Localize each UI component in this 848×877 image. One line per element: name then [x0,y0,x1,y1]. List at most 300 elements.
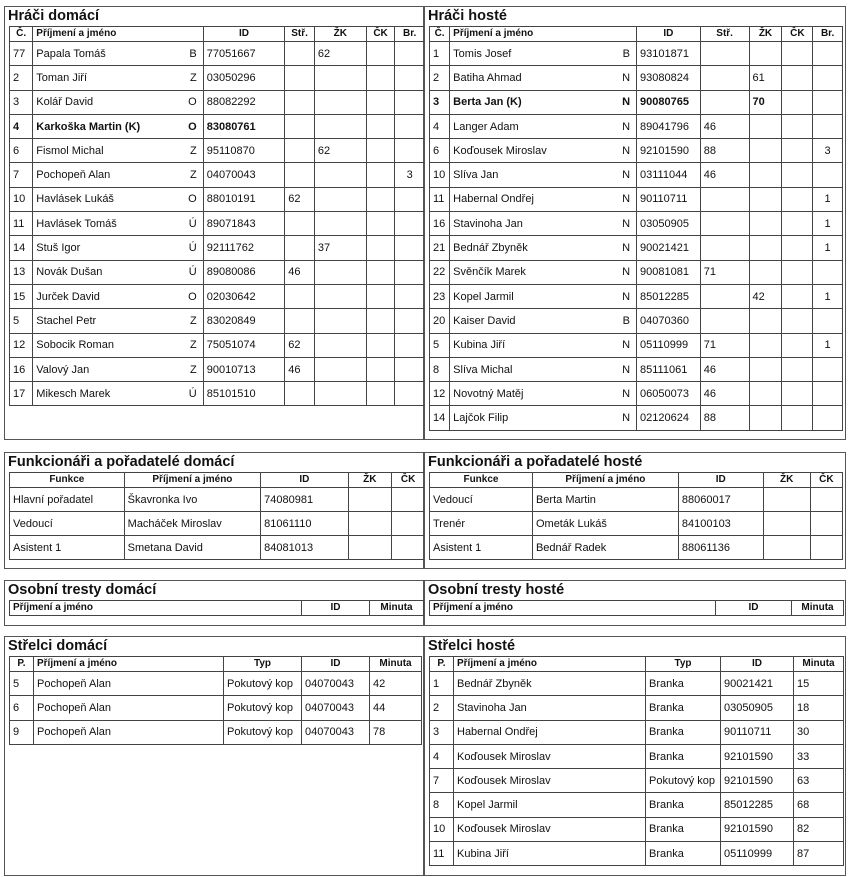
official-role: Asistent 1 [430,536,533,560]
col-red: ČK [810,473,842,488]
player-goals [285,236,315,260]
player-yellow-card [314,357,366,381]
player-name-text: Sobocik Roman [36,339,114,352]
scorer-name: Koďousek Miroslav [454,769,646,793]
official-red-card [392,488,425,512]
scorer-goal-type: Branka [646,720,721,744]
away-players-panel [424,6,846,440]
table-row [430,212,843,236]
player-name [33,236,203,260]
player-id: 88082292 [203,90,285,114]
player-goals [700,284,749,308]
scorer-goal-type: Branka [646,672,721,696]
player-id: 06050073 [637,382,701,406]
scorer-id: 04070043 [302,720,370,744]
player-number: 20 [430,309,450,333]
player-yellow-card: 37 [314,236,366,260]
col-red: ČK [392,473,425,488]
scorer-goal-type: Pokutový kop [224,696,302,720]
col-name: Příjmení a jméno [34,657,224,672]
player-name [33,66,203,90]
player-goals: 46 [700,163,749,187]
player-position: Z [189,363,197,376]
player-number: 15 [10,284,33,308]
player-number: 14 [10,236,33,260]
col-name: Příjmení a jméno [454,657,646,672]
player-goals [285,139,315,163]
player-position: Z [189,144,197,157]
scorer-minute: 18 [794,696,844,720]
player-name-text: Pochopeň Alan [36,169,111,182]
player-name [450,333,637,357]
player-red-card [782,212,813,236]
player-name [33,212,203,236]
scorer-order: 7 [430,769,454,793]
player-yellow-card: 61 [749,66,782,90]
player-position: Z [189,169,197,182]
player-name-text: Lajčok Filip [453,412,509,425]
scorer-name: Pochopeň Alan [34,720,224,744]
player-position: N [622,144,631,157]
table-row [430,720,844,744]
table-row [10,672,422,696]
player-red-card [782,357,813,381]
col-id: ID [203,27,285,42]
official-id: 84081013 [261,536,348,560]
player-name [33,284,203,308]
player-red-card [782,382,813,406]
scorer-goal-type: Branka [646,842,721,866]
player-name [33,357,203,381]
player-position: N [622,266,631,279]
player-position: N [622,96,631,109]
scorer-order: 8 [430,793,454,817]
player-name-text: Havlásek Tomáš [36,217,117,230]
player-position: O [188,96,197,109]
home-players-title: Hráči domácí [8,8,100,24]
player-goals [285,309,315,333]
player-red-card [782,42,813,66]
player-position: N [622,120,631,133]
home-scorers-title: Střelci domácí [8,638,108,654]
player-id: 90021421 [637,236,701,260]
col-id: ID [721,657,794,672]
away-scorers-header-row [430,657,844,672]
player-yellow-card [749,139,782,163]
player-yellow-card [749,114,782,138]
player-number: 5 [10,309,33,333]
official-role: Trenér [430,512,533,536]
player-name [450,139,637,163]
player-goalkeeper-goals [395,382,425,406]
player-name [33,90,203,114]
player-id: 89080086 [203,260,285,284]
player-name-text: Novotný Matěj [453,387,524,400]
player-red-card [366,90,395,114]
player-name-text: Mikesch Marek [36,387,111,400]
player-goals [285,284,315,308]
col-yellow: ŽK [348,473,392,488]
table-row [10,720,422,744]
player-position: B [622,314,631,327]
player-id: 92101590 [637,139,701,163]
player-number: 13 [10,260,33,284]
player-goalkeeper-goals [395,42,425,66]
table-row [10,536,425,560]
player-name [450,236,637,260]
player-id: 83080761 [203,114,285,138]
official-role: Hlavní pořadatel [10,488,125,512]
player-red-card [366,309,395,333]
player-id: 85111061 [637,357,701,381]
player-red-card [366,139,395,163]
col-minute: Minuta [792,601,844,616]
player-position: B [189,47,197,60]
scorer-goal-type: Pokutový kop [646,769,721,793]
player-yellow-card: 70 [749,90,782,114]
player-position: Ú [188,242,197,255]
player-goals: 88 [700,139,749,163]
scorer-id: 92101590 [721,817,794,841]
player-goalkeeper-goals: 3 [395,163,425,187]
official-id: 74080981 [261,488,348,512]
player-id: 88010191 [203,187,285,211]
table-row [430,163,843,187]
scorer-id: 90021421 [721,672,794,696]
player-number: 17 [10,382,33,406]
col-goals: Stř. [285,27,315,42]
scorer-order: 5 [10,672,34,696]
player-name-text: Koďousek Miroslav [453,144,547,157]
scorer-id: 05110999 [721,842,794,866]
scorer-minute: 33 [794,744,844,768]
player-goals [700,309,749,333]
table-row [10,114,425,138]
player-goals: 46 [285,260,315,284]
col-type: Typ [646,657,721,672]
player-id: 04070360 [637,309,701,333]
player-yellow-card [749,236,782,260]
player-number: 16 [10,357,33,381]
table-row [430,382,843,406]
home-penalties-header-row [10,601,424,616]
player-position: Z [189,314,197,327]
player-position: O [188,193,197,206]
player-name-text: Batiha Ahmad [453,71,522,84]
away-penalties-table [429,600,844,616]
player-name-text: Stachel Petr [36,314,97,327]
player-number: 5 [430,333,450,357]
player-yellow-card [749,309,782,333]
player-goalkeeper-goals: 1 [813,212,843,236]
player-number: 11 [430,187,450,211]
official-yellow-card [348,512,392,536]
player-yellow-card: 62 [314,139,366,163]
table-row [10,212,425,236]
table-row [10,284,425,308]
official-id: 88061136 [678,536,763,560]
player-yellow-card [749,406,782,430]
player-goalkeeper-goals [395,139,425,163]
official-id: 84100103 [678,512,763,536]
player-name [450,90,637,114]
away-officials-panel [424,452,846,569]
official-name: Ometák Lukáš [532,512,678,536]
player-red-card [782,187,813,211]
table-row [430,284,843,308]
player-goals: 46 [700,114,749,138]
away-penalties-header-row [430,601,844,616]
scorer-name: Stavinoha Jan [454,696,646,720]
scorer-goal-type: Branka [646,793,721,817]
player-goals [285,66,315,90]
player-yellow-card [314,309,366,333]
player-number: 4 [10,114,33,138]
player-position: N [622,242,631,255]
player-goals: 71 [700,333,749,357]
player-name-text: Tomis Josef [453,47,512,60]
official-name: Škavronka Ivo [124,488,261,512]
player-goalkeeper-goals [395,187,425,211]
player-goals [285,163,315,187]
scorer-goal-type: Branka [646,744,721,768]
table-row [430,90,843,114]
player-yellow-card: 62 [314,42,366,66]
home-scorers-header-row [10,657,422,672]
player-goals: 71 [700,260,749,284]
player-name-text: Havlásek Lukáš [36,193,114,206]
scorer-minute: 63 [794,769,844,793]
scorer-order: 9 [10,720,34,744]
player-goalkeeper-goals [395,66,425,90]
player-position: O [188,120,197,133]
player-number: 22 [430,260,450,284]
table-row [430,842,844,866]
player-position: N [622,217,631,230]
table-row [430,536,843,560]
col-red: ČK [782,27,813,42]
home-penalties-table [9,600,424,616]
scorer-goal-type: Pokutový kop [224,720,302,744]
col-id: ID [261,473,348,488]
table-row [10,42,425,66]
player-yellow-card [314,382,366,406]
player-id: 89041796 [637,114,701,138]
official-yellow-card [348,536,392,560]
table-row [10,187,425,211]
player-goals: 46 [285,357,315,381]
col-goalkeeper: Br. [395,27,425,42]
player-yellow-card [314,284,366,308]
player-red-card [366,357,395,381]
player-number: 11 [10,212,33,236]
player-goalkeeper-goals: 1 [813,333,843,357]
player-goalkeeper-goals [395,260,425,284]
player-yellow-card [314,187,366,211]
player-goals [285,212,315,236]
scorer-name: Kopel Jarmil [454,793,646,817]
scorer-name: Pochopeň Alan [34,696,224,720]
table-row [430,187,843,211]
table-row [430,114,843,138]
player-position: Z [189,71,197,84]
table-row [10,382,425,406]
player-number: 6 [430,139,450,163]
col-role: Funkce [10,473,125,488]
player-name [450,382,637,406]
official-name: Smetana David [124,536,261,560]
player-name-text: Langer Adam [453,120,519,133]
official-role: Vedoucí [10,512,125,536]
scorer-order: 2 [430,696,454,720]
player-id: 89071843 [203,212,285,236]
player-goals [700,212,749,236]
player-id: 02120624 [637,406,701,430]
player-goalkeeper-goals: 3 [813,139,843,163]
player-yellow-card [749,42,782,66]
player-number: 2 [10,66,33,90]
col-id: ID [637,27,701,42]
away-penalties-panel [424,580,846,626]
player-red-card [782,66,813,90]
player-id: 90010713 [203,357,285,381]
away-players-table [429,26,843,431]
player-goals [285,42,315,66]
col-role: Funkce [430,473,533,488]
player-red-card [366,163,395,187]
player-goalkeeper-goals [395,114,425,138]
player-goals: 62 [285,333,315,357]
table-row [430,260,843,284]
scorer-id: 92101590 [721,744,794,768]
col-id: ID [716,601,792,616]
scorer-id: 92101590 [721,769,794,793]
table-row [430,744,844,768]
scorer-id: 90110711 [721,720,794,744]
player-red-card [782,284,813,308]
player-goalkeeper-goals [813,357,843,381]
scorer-order: 10 [430,817,454,841]
player-position: N [622,193,631,206]
official-name: Macháček Miroslav [124,512,261,536]
scorer-order: 1 [430,672,454,696]
col-minute: Minuta [370,601,424,616]
scorer-id: 04070043 [302,672,370,696]
player-goals [700,42,749,66]
player-name [450,163,637,187]
player-goalkeeper-goals [813,260,843,284]
player-red-card [782,309,813,333]
player-goals: 62 [285,187,315,211]
scorer-minute: 68 [794,793,844,817]
col-goalkeeper: Br. [813,27,843,42]
player-red-card [782,260,813,284]
player-name-text: Kopel Jarmil [453,290,514,303]
table-row [430,793,844,817]
player-name-text: Berta Jan (K) [453,96,522,109]
player-id: 02030642 [203,284,285,308]
player-goalkeeper-goals [813,406,843,430]
scorer-minute: 82 [794,817,844,841]
player-name-text: Karkoška Martin (K) [36,120,141,133]
player-id: 85101510 [203,382,285,406]
player-id: 95110870 [203,139,285,163]
player-yellow-card [314,90,366,114]
scorer-id: 03050905 [721,696,794,720]
col-red: ČK [366,27,395,42]
table-row [430,139,843,163]
col-minute: Minuta [370,657,422,672]
scorer-minute: 78 [370,720,422,744]
home-penalties-title: Osobní tresty domácí [8,582,157,598]
player-position: Ú [188,266,197,279]
player-goalkeeper-goals [395,284,425,308]
player-name [450,66,637,90]
home-officials-title: Funkcionáři a pořadatelé domácí [8,454,235,470]
col-number: Č. [10,27,33,42]
player-yellow-card [749,163,782,187]
player-red-card [782,163,813,187]
player-name [33,114,203,138]
player-name-text: Svěnčík Marek [453,266,526,279]
col-order: P. [430,657,454,672]
player-id: 75051074 [203,333,285,357]
table-row [430,769,844,793]
player-id: 03050905 [637,212,701,236]
player-goalkeeper-goals [813,382,843,406]
player-goalkeeper-goals [813,90,843,114]
player-goals [285,382,315,406]
table-row [10,66,425,90]
player-number: 77 [10,42,33,66]
col-name: Příjmení a jméno [124,473,261,488]
player-red-card [366,382,395,406]
official-yellow-card [348,488,392,512]
scorer-minute: 42 [370,672,422,696]
player-name [450,309,637,333]
table-row [10,163,425,187]
player-number: 10 [10,187,33,211]
scorer-minute: 15 [794,672,844,696]
player-position: Ú [188,387,197,400]
player-goalkeeper-goals: 1 [813,284,843,308]
player-id: 92111762 [203,236,285,260]
player-red-card [782,333,813,357]
player-position: N [622,169,631,182]
player-name-text: Fismol Michal [36,144,104,157]
player-name-text: Bednář Zbyněk [453,242,528,255]
player-goalkeeper-goals [395,90,425,114]
away-penalties-title: Osobní tresty hosté [428,582,565,598]
table-row [10,512,425,536]
player-name [450,187,637,211]
player-id: 90110711 [637,187,701,211]
home-scorers-table [9,656,422,745]
player-goalkeeper-goals [813,42,843,66]
official-role: Vedoucí [430,488,533,512]
player-id: 05110999 [637,333,701,357]
col-goals: Stř. [700,27,749,42]
col-name: Příjmení a jméno [10,601,302,616]
player-goals: 46 [700,357,749,381]
player-id: 83020849 [203,309,285,333]
scorer-name: Habernal Ondřej [454,720,646,744]
player-goals [700,187,749,211]
table-row [10,696,422,720]
official-id: 88060017 [678,488,763,512]
player-name-text: Habernal Ondřej [453,193,534,206]
table-row [10,90,425,114]
